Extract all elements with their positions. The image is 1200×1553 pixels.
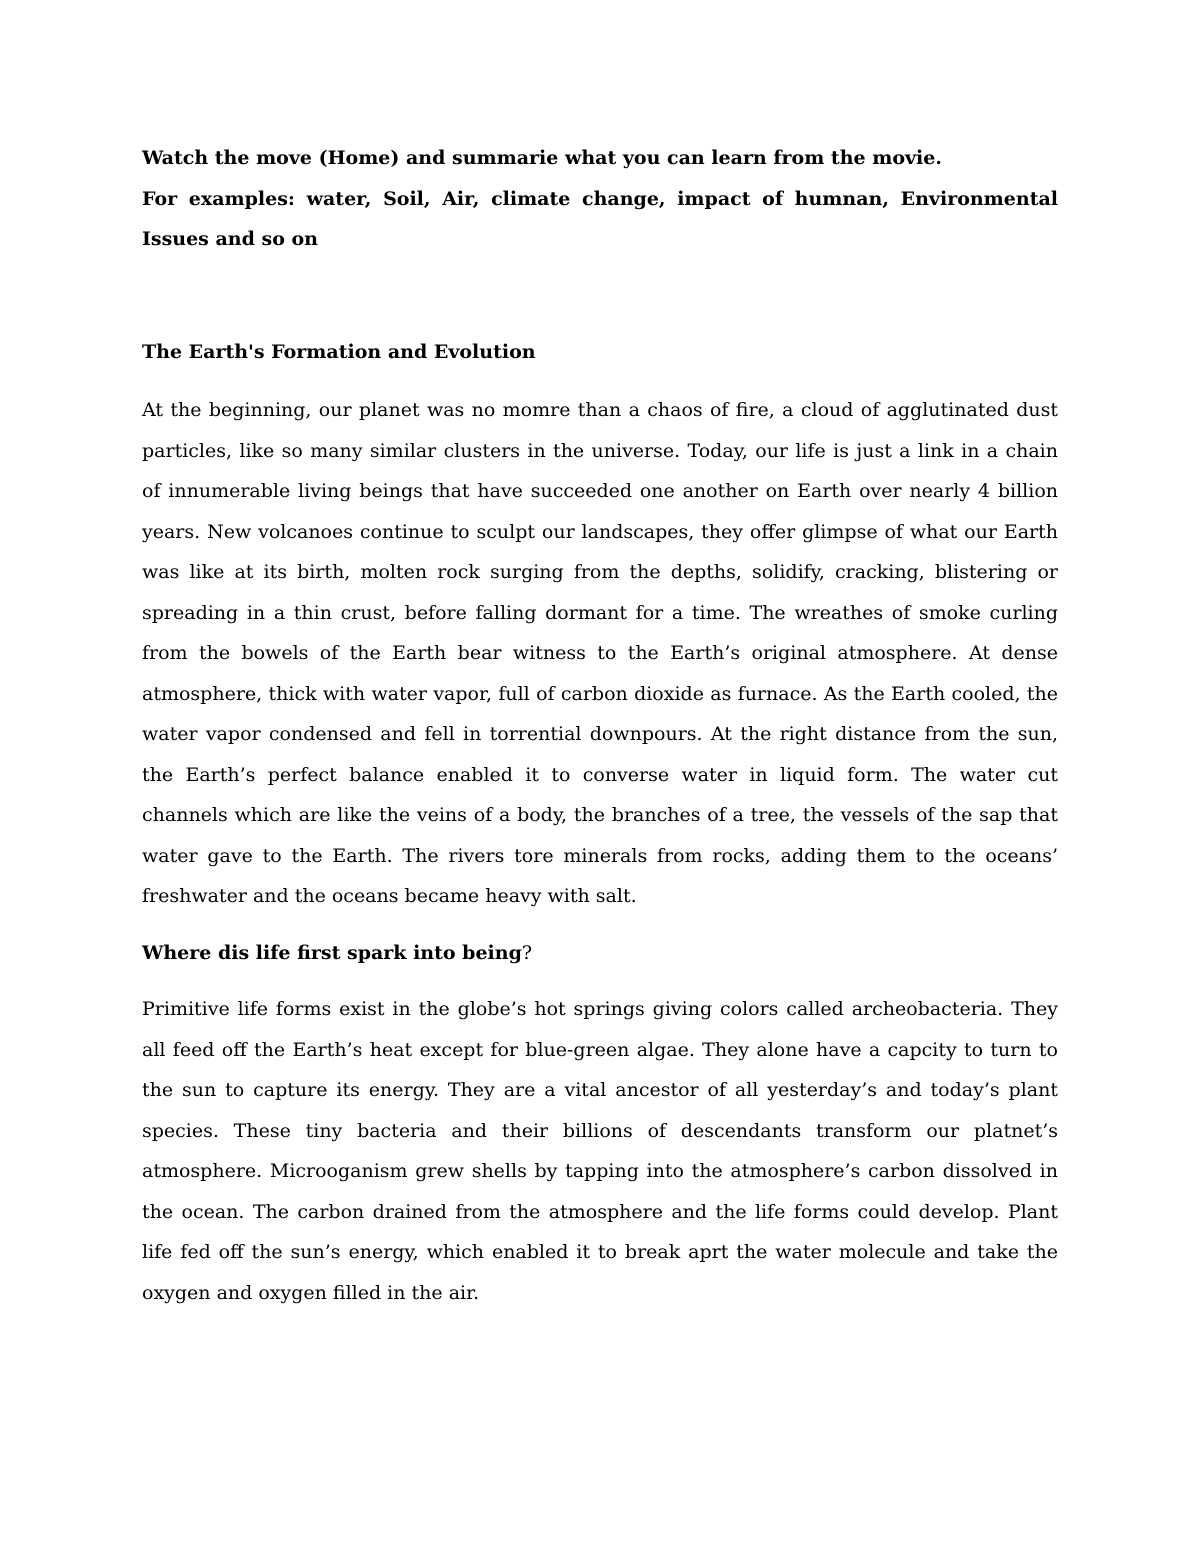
section-body-life: Primitive life forms exist in the globe’s hot springs giving colors called archeobacteria. They all feed off the Earth’s heat except for blue-green algae. They alone have a capcity to turn to the sun to capture its energy. They are a vital ancestor of all yesterday’s and today’s plant species. These tiny bacteria and their billions of descendants transform our platnet’s atmosphere. Microoganism grew shells by tapping into the atmosphere’s carbon dissolved in the ocean. The carbon drained from the atmosphere and the life forms could develop. Plant life fed off the sun’s energy, which enabled it to break aprt the water molecule and take the oxygen and oxygen filled in the air. — [142, 998, 1058, 1304]
document-page — [142, 138, 1058, 1313]
section-heading-life-text: Where dis life first spark into being — [142, 941, 522, 964]
assignment-examples: For examples: water, Soil, Air, climate change, impact of humnan, Environmental Issues and so on — [142, 187, 1058, 250]
section-heading-life-suffix: ? — [521, 941, 533, 964]
section-heading-formation — [142, 332, 1058, 373]
assignment-instruction: Watch the move (Home) and summarie what you can learn from the movie. — [142, 147, 942, 169]
section-heading-life — [142, 933, 1058, 974]
section-heading-formation-text: The Earth's Formation and Evolution — [142, 340, 536, 363]
section-body-formation: At the beginning, our planet was no momre than a chaos of fire, a cloud of agglutinated dust particles, like so many similar clusters in the universe. Today, our life is just a link in a chain of innumerable living beings that have succeeded one another on Earth over nearly 4 billion years. New volcanoes continue to sculpt our landscapes, they offer glimpse of what our Earth was like at its birth, molten rock surging from the depths, solidify, cracking, blistering or spreading in a thin crust, before falling dormant for a time. The wreathes of smoke curling from the bowels of the Earth bear witness to the Earth’s original atmosphere. At dense atmosphere, thick with water vapor, full of carbon dioxide as furnace. As the Earth cooled, the water vapor condensed and fell in torrential downpours. At the right distance from the sun, the Earth’s perfect balance enabled it to converse water in liquid form. The water cut channels which are like the veins of a body, the branches of a tree, the vessels of the sap that water gave to the Earth. The rivers tore minerals from rocks, adding them to the oceans’ freshwater and the oceans became heavy with salt. — [142, 399, 1058, 907]
